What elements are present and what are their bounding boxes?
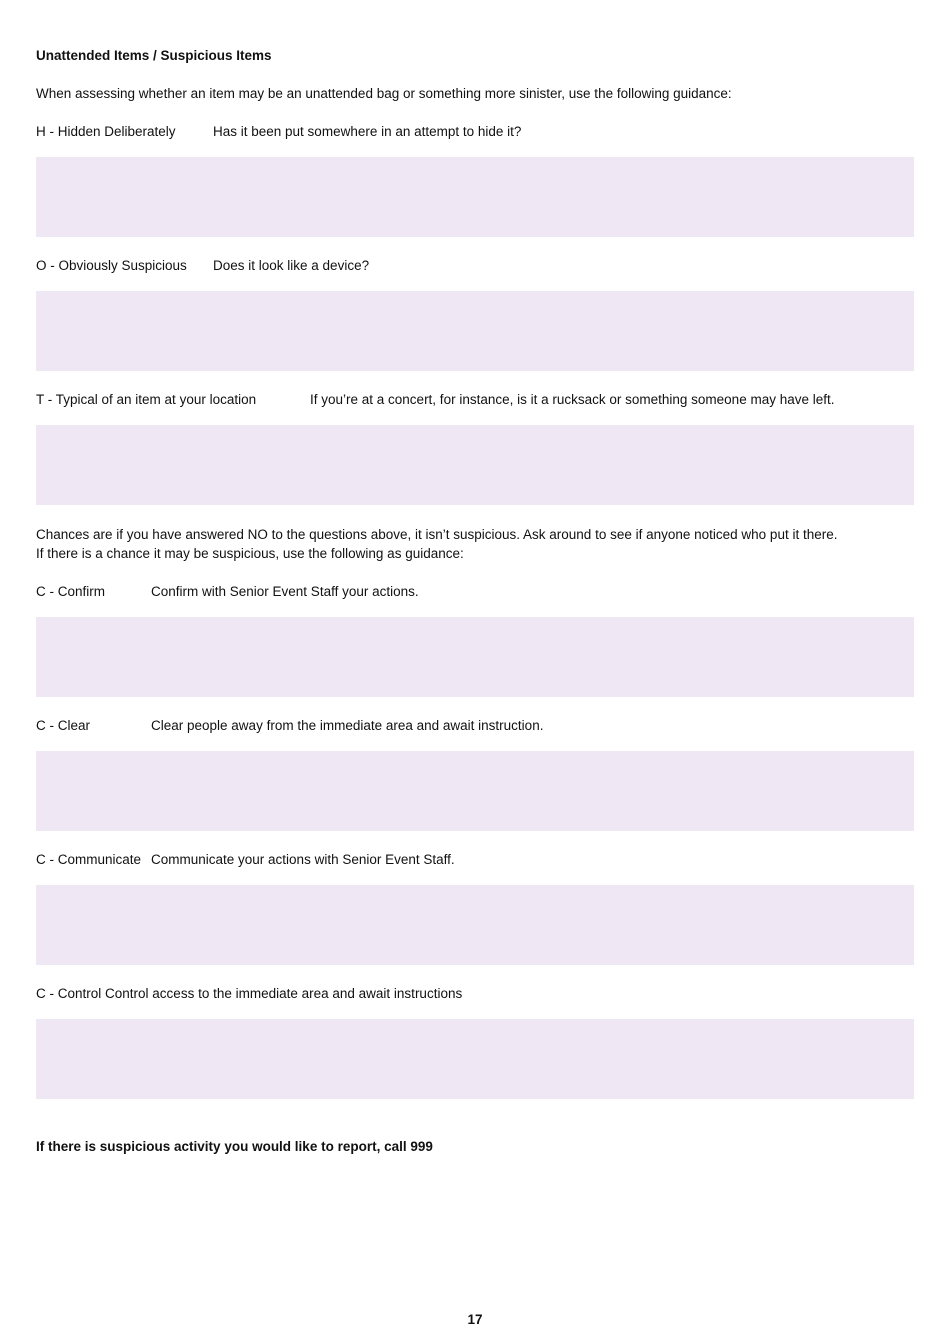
c-label-confirm: C - Confirm (36, 584, 106, 599)
c-text-communicate: Communicate your actions with Senior Event Staff. (151, 852, 455, 867)
middle-line-2: If there is a chance it may be suspicious, use the following as guidance: (36, 546, 464, 561)
notes-field-h[interactable] (36, 157, 914, 237)
page-number: 17 (467, 1312, 483, 1327)
hot-label-t: T - Typical of an item at your location (36, 392, 257, 407)
notes-field-control[interactable] (36, 1019, 914, 1099)
c-text-clear: Clear people away from the immediate area and await instruction. (151, 718, 544, 733)
c-text-confirm: Confirm with Senior Event Staff your actions. (151, 584, 419, 599)
c-line-control (36, 986, 462, 1001)
intro-text: When assessing whether an item may be an unattended bag or something more sinister, use the following guidance: (36, 86, 732, 101)
c-label-communicate: C - Communicate (36, 852, 142, 867)
notes-field-o[interactable] (36, 291, 914, 371)
page-title: Unattended Items / Suspicious Items (36, 48, 272, 63)
report-notice: If there is suspicious activity you would like to report, call 999 (36, 1139, 433, 1154)
hot-label-h: H - Hidden Deliberately (36, 124, 176, 139)
notes-field-clear[interactable] (36, 751, 914, 831)
middle-line-1: Chances are if you have answered NO to the questions above, it isn’t suspicious. Ask around to see if anyone noticed who put it there. (36, 527, 838, 542)
hot-label-o: O - Obviously Suspicious (36, 258, 187, 273)
hot-text-t: If you’re at a concert, for instance, is it a rucksack or something someone may have left. (310, 392, 835, 407)
hot-text-h: Has it been put somewhere in an attempt to hide it? (213, 124, 522, 139)
notes-field-confirm[interactable] (36, 617, 914, 697)
notes-field-communicate[interactable] (36, 885, 914, 965)
c-text-control: Control access to the immediate area and await instructions (105, 986, 463, 1001)
c-label-control: C - Control (36, 986, 102, 1001)
notes-field-t[interactable] (36, 425, 914, 505)
hot-text-o: Does it look like a device? (213, 258, 370, 273)
c-label-clear: C - Clear (36, 718, 91, 733)
